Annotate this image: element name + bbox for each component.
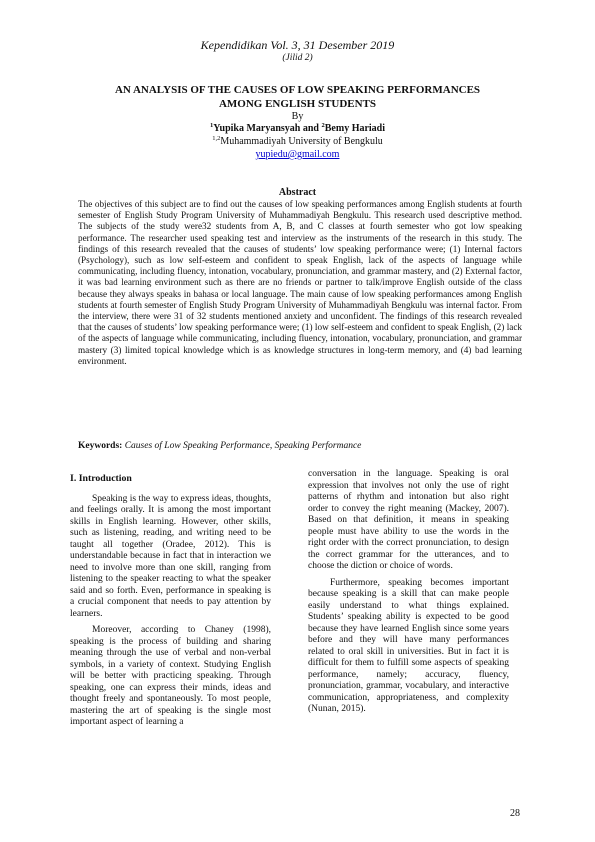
affiliation-text: Muhammadiyah University of Bengkulu xyxy=(220,136,383,147)
affiliation xyxy=(0,136,595,147)
by-label: By xyxy=(291,111,304,122)
paper-title xyxy=(60,83,535,111)
affiliation-sup: 1,2 xyxy=(212,135,221,142)
abstract-text: The objectives of this subject are to find out the causes of low speaking performances among English students at fourth semester of English Study Program University of Muhammadiyah Bengkulu. This research used descriptive method. The subjects of the study were32 students from A, B, and C classes at fourth semester who got low speaking performance. The researcher used speaking test and interview as the instruments of the research in this study. The findings of this research revealed that the causes of students’ low speaking performance were; (1) Internal factors (Psychology), such as low self-esteem and confident to speak English, lack of the aspects of language while communicating, including fluency, intonation, vocabulary, pronunciation, and grammar mastery, and (2) External factor, it was bad learning environment such as there are no friends or partner to talk/improve English outside of the class because they always speaks in bahasa or local language. The main cause of low speaking performances among English students at fourth semester of English Study Program University of Muhammadiyah Bengkulu was internal factor. From the interview, there were 31 of 32 students mentioned anxiety and unconfident. The findings of this research revealed that the causes of students’ low speaking performance were; (1) low self-esteem and confident to speak English, (2) lack of the aspects of language while communicating, including fluency, intonation, vocabulary, pronunciation, and grammar mastery (3) limited topical knowledge which is as knowledge structures in long-term memory, and (4) bad learning environment. xyxy=(78,199,522,366)
keywords xyxy=(78,441,522,451)
author2-name: Bemy Hariadi xyxy=(324,123,386,134)
keywords-value: Causes of Low Speaking Performance, Speaking Performance xyxy=(124,441,362,451)
keywords-label: Keywords: xyxy=(78,441,123,451)
section-heading: I. Introduction xyxy=(70,473,132,484)
paragraph: Speaking is the way to express ideas, thoughts, and feelings orally. It is among the most important skills in English learning. However, other skills, such as listening, reading, and writing need to be taught all together (Oradee, 2012). This is understandable because in fact that in interaction we need to involve more than one skill, ranging from listening to the speaker reacting to what the speaker said and so forth. Even, performance in speaking is a crucial component that needs to pay attention by learners. xyxy=(70,493,271,619)
paragraph: Moreover, according to Chaney (1998), speaking is the process of building and sharing meaning through the use of verbal and non-verbal symbols, in a variety of context. Studying English will be better with practicing speaking. Through speaking, one can express their minds, ideas and thought freely and spontaneously. To most people, mastering the art of speaking is the single most important aspect of learning a xyxy=(70,625,271,727)
journal-volume: (Jilid 2) xyxy=(282,53,313,63)
paragraph: conversation in the language. Speaking is oral expression that involves not only the use of right patterns of rhythm and intonation but also right order to convey the right meaning (Mackey, 2007). Based on that definition, it means in speaking people must have ability to use the words in the right order with the correct pronunciation, to design the correct grammar for the utterances, and to choose the diction or choice of words. xyxy=(308,469,509,571)
authors xyxy=(0,123,595,134)
paragraph: Furthermore, speaking becomes important because speaking is a skill that can make people easily understand to what things explained. Students’ speaking ability is expected to be good because they have learned English since some years before and they will have many performances related to oral skill in universities. But in fact it is difficult for them to fulfill some aspects of speaking performance, namely; accuracy, fluency, pronunciation, grammar, vocabulary, and interactive communication, appropriateness, and complexity (Nunan, 2015). xyxy=(308,577,509,714)
author1-sup: 1 xyxy=(209,122,214,129)
left-column xyxy=(70,473,271,734)
title-line-2: AMONG ENGLISH STUDENTS xyxy=(218,98,377,110)
journal-title: Kependidikan Vol. 3, 31 Desember 2019 xyxy=(200,38,395,52)
page-number: 28 xyxy=(510,808,520,819)
author1-name: Yupika Maryansyah xyxy=(213,123,301,134)
email-link[interactable]: yupiedu@gmail.com xyxy=(255,149,340,160)
author-conjunction: and xyxy=(300,123,322,134)
title-line-1: AN ANALYSIS OF THE CAUSES OF LOW SPEAKING PERFORMANCES xyxy=(114,84,481,96)
abstract-heading: Abstract xyxy=(278,187,317,198)
right-column xyxy=(308,469,509,721)
email xyxy=(0,149,595,160)
author2-sup: 2 xyxy=(321,122,325,129)
